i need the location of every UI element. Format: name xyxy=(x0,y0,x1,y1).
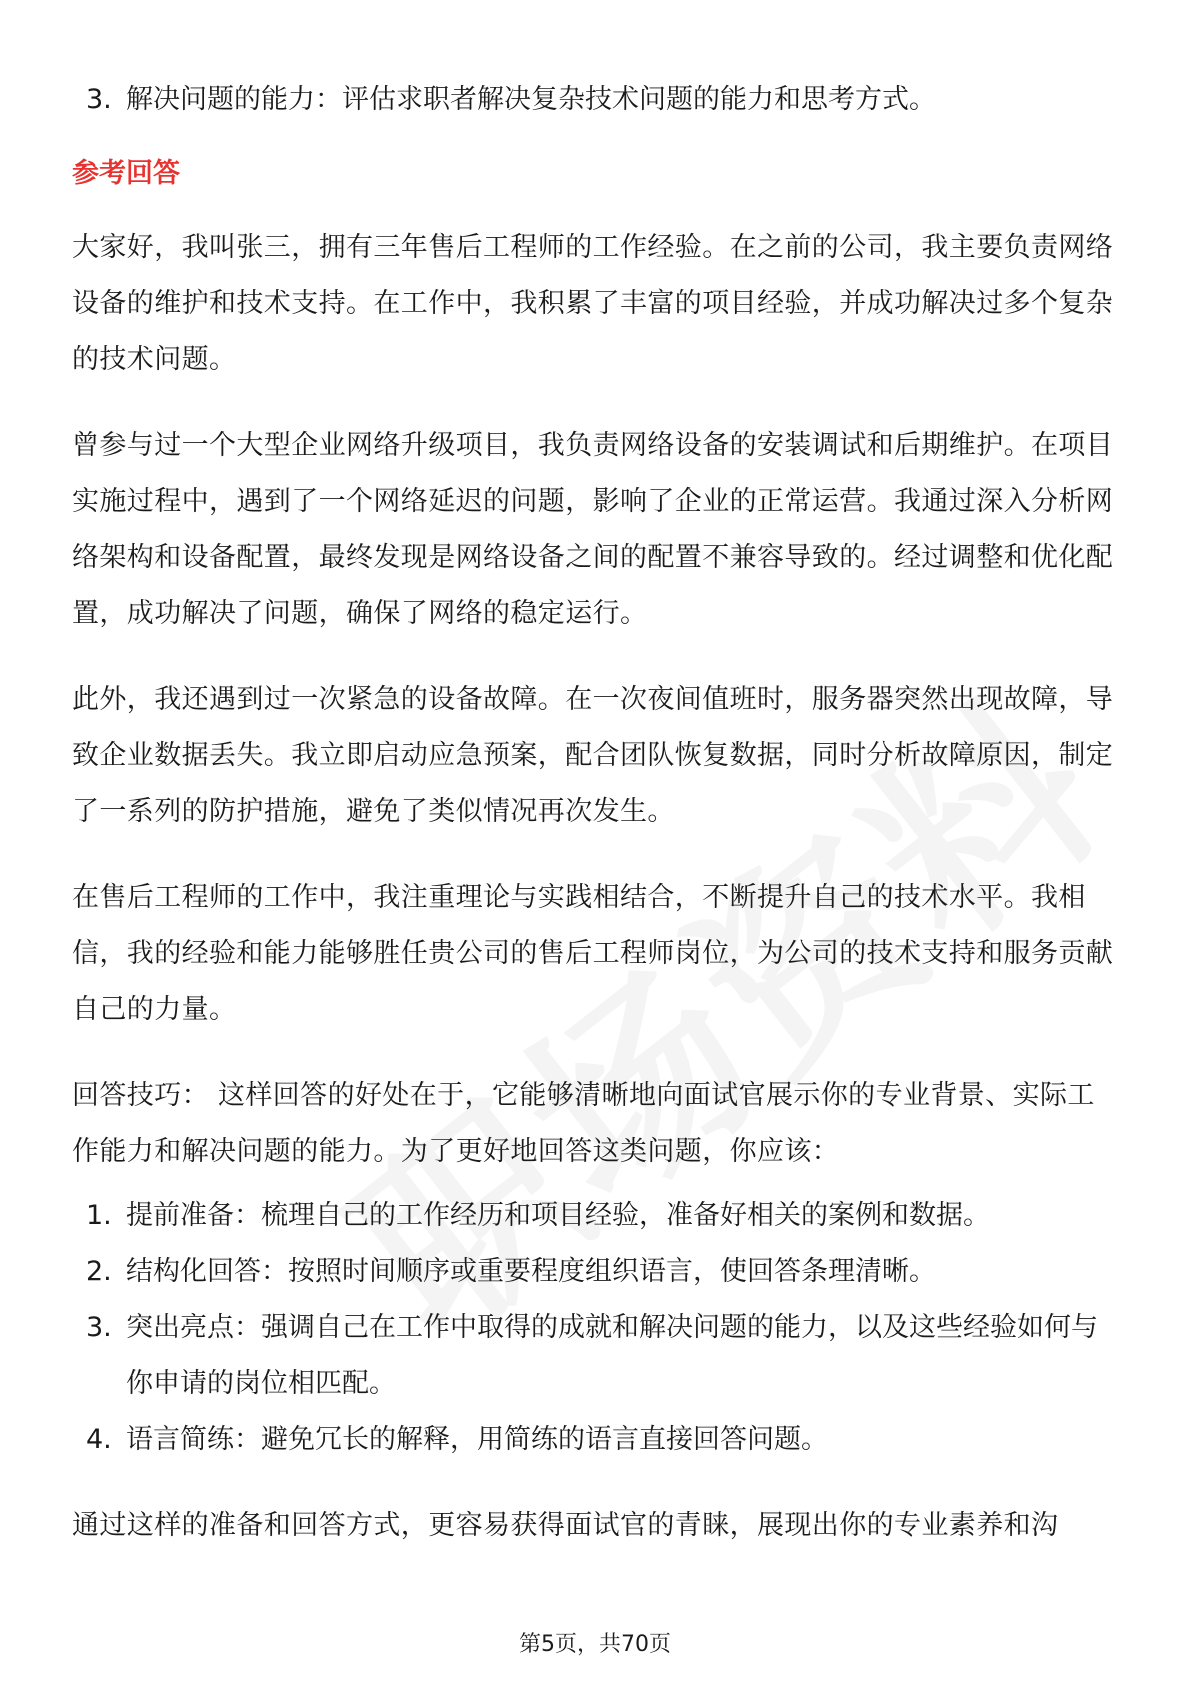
list-item xyxy=(72,1300,1122,1412)
paragraph: 曾参与过一个大型企业网络升级项目，我负责网络设备的安装调试和后期维护。在项目实施过程中，遇到了一个网络延迟的问题，影响了企业的正常运营。我通过深入分析网络架构和设备配置，最终发现是网络设备之间的配置不兼容导致的。经过调整和优化配置，成功解决了问题，确保了网络的稳定运行。 xyxy=(72,430,1114,629)
list-item xyxy=(72,1412,1122,1468)
list-item xyxy=(72,1188,1122,1244)
list-number: 3. xyxy=(86,1312,112,1343)
list-text: 突出亮点：强调自己在工作中取得的成就和解决问题的能力，以及这些经验如何与你申请的岗位相匹配。 xyxy=(126,1312,1098,1399)
list-number: 2. xyxy=(86,1256,112,1287)
paragraph: 大家好，我叫张三，拥有三年售后工程师的工作经验。在之前的公司，我主要负责网络设备的维护和技术支持。在工作中，我积累了丰富的项目经验，并成功解决过多个复杂的技术问题。 xyxy=(72,232,1114,375)
list-item xyxy=(72,72,1122,128)
list-text: 语言简练：避免冗长的解释，用简练的语言直接回答问题。 xyxy=(126,1424,828,1455)
list-text: 提前准备：梳理自己的工作经历和项目经验，准备好相关的案例和数据。 xyxy=(126,1200,990,1231)
list-text: 解决问题的能力：评估求职者解决复杂技术问题的能力和思考方式。 xyxy=(126,84,936,115)
list-number: 1. xyxy=(86,1200,112,1231)
list-number: 4. xyxy=(86,1424,112,1455)
section-heading: 参考回答 xyxy=(72,158,180,189)
list-item xyxy=(72,1244,1122,1300)
paragraph: 回答技巧： 这样回答的好处在于，它能够清晰地向面试官展示你的专业背景、实际工作能力和解决问题的能力。为了更好地回答这类问题，你应该： xyxy=(72,1080,1095,1167)
page-number: 第5页，共70页 xyxy=(519,1632,671,1657)
paragraph: 此外，我还遇到过一次紧急的设备故障。在一次夜间值班时，服务器突然出现故障，导致企业数据丢失。我立即启动应急预案，配合团队恢复数据，同时分析故障原因，制定了一系列的防护措施，避免了类似情况再次发生。 xyxy=(72,684,1114,827)
list-number: 3. xyxy=(86,84,112,115)
page-content xyxy=(72,72,1122,1584)
list-text: 结构化回答：按照时间顺序或重要程度组织语言，使回答条理清晰。 xyxy=(126,1256,936,1287)
tips-list xyxy=(72,1188,1122,1468)
paragraph: 在售后工程师的工作中，我注重理论与实践相结合，不断提升自己的技术水平。我相信，我的经验和能力能够胜任贵公司的售后工程师岗位，为公司的技术支持和服务贡献自己的力量。 xyxy=(72,882,1114,1025)
paragraph: 通过这样的准备和回答方式，更容易获得面试官的青睐，展现出你的专业素养和沟 xyxy=(72,1510,1059,1541)
